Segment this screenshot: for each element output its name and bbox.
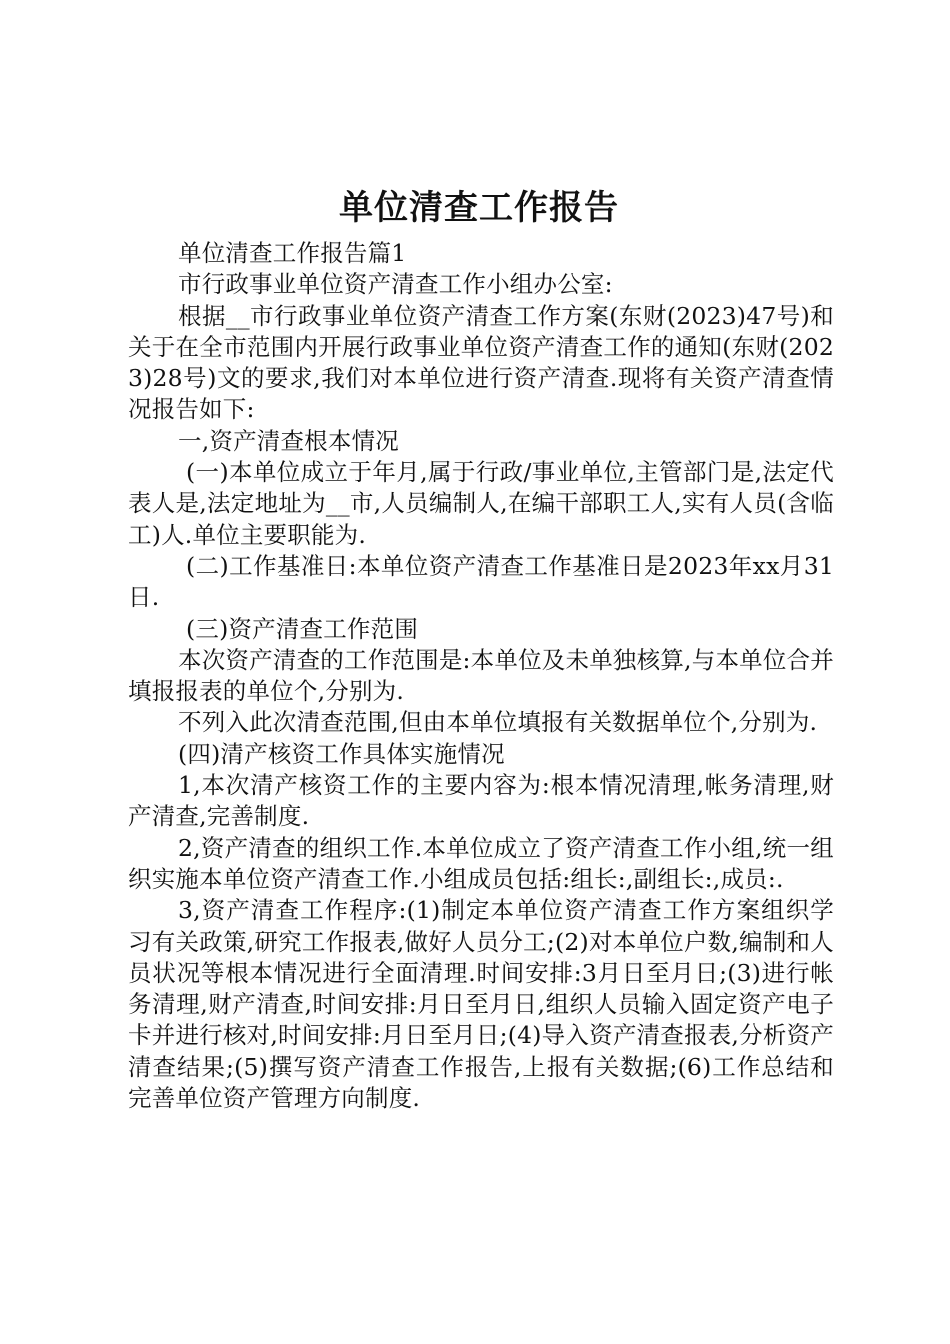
paragraph-procedure: 3,资产清查工作程序:(1)制定本单位资产清查工作方案组织学习有关政策,研究工作报表,做好人员分工;(2)对本单位户数,编制和人员状况等根本情况进行全面清理.时间安排:3月日至月日;(3)进行帐务清理,财产清查,时间安排:月日至月日,组织人员输入固定资产电子卡并进行核对,时间安排:月日至月日;(4)导入资产清查报表,分析资产清查结果;(5)撰写资产清查工作报告,上报有关数据;(6)工作总结和完善单位资产管理方向制度. bbox=[128, 896, 834, 1113]
paragraph-unit-info: (一)本单位成立于年月,属于行政/事业单位,主管部门是,法定代表人是,法定地址为__市,人员编制人,在编干部职工人,实有人员(含临工)人.单位主要职能为. bbox=[128, 458, 834, 549]
section-heading-basic-situation: 一,资产清查根本情况 bbox=[178, 426, 399, 455]
paragraph-intro: 根据__市行政事业单位资产清查工作方案(东财(2023)47号)和关于在全市范围内开展行政事业单位资产清查工作的通知(东财(2023)28号)文的要求,我们对本单位进行资产清查.现将有关资产清查情况报告如下: bbox=[128, 301, 834, 424]
subheading-implementation: (四)清产核资工作具体实施情况 bbox=[178, 739, 505, 768]
paragraph-main-content: 1,本次清产核资工作的主要内容为:根本情况清理,帐务清理,财产清查,完善制度. bbox=[128, 771, 834, 831]
paragraph-heading: 单位清查工作报告篇1 bbox=[178, 239, 407, 267]
document-page bbox=[128, 178, 834, 1114]
document-title: 单位清查工作报告 bbox=[339, 188, 619, 228]
paragraph-scope: 本次资产清查的工作范围是:本单位及未单独核算,与本单位合并填报报表的单位个,分别为. bbox=[128, 645, 834, 706]
paragraph-organization: 2,资产清查的组织工作.本单位成立了资产清查工作小组,统一组织实施本单位资产清查工作.小组成员包括:组长:,副组长:,成员:. bbox=[128, 833, 834, 893]
paragraph-base-date: (二)工作基准日:本单位资产清查工作基准日是2023年xx月31日. bbox=[128, 551, 834, 612]
paragraph-excluded-scope: 不列入此次清查范围,但由本单位填报有关数据单位个,分别为. bbox=[178, 708, 818, 737]
subheading-scope: (三)资产清查工作范围 bbox=[186, 614, 419, 643]
paragraph-addressee: 市行政事业单位资产清查工作小组办公室: bbox=[178, 270, 613, 299]
